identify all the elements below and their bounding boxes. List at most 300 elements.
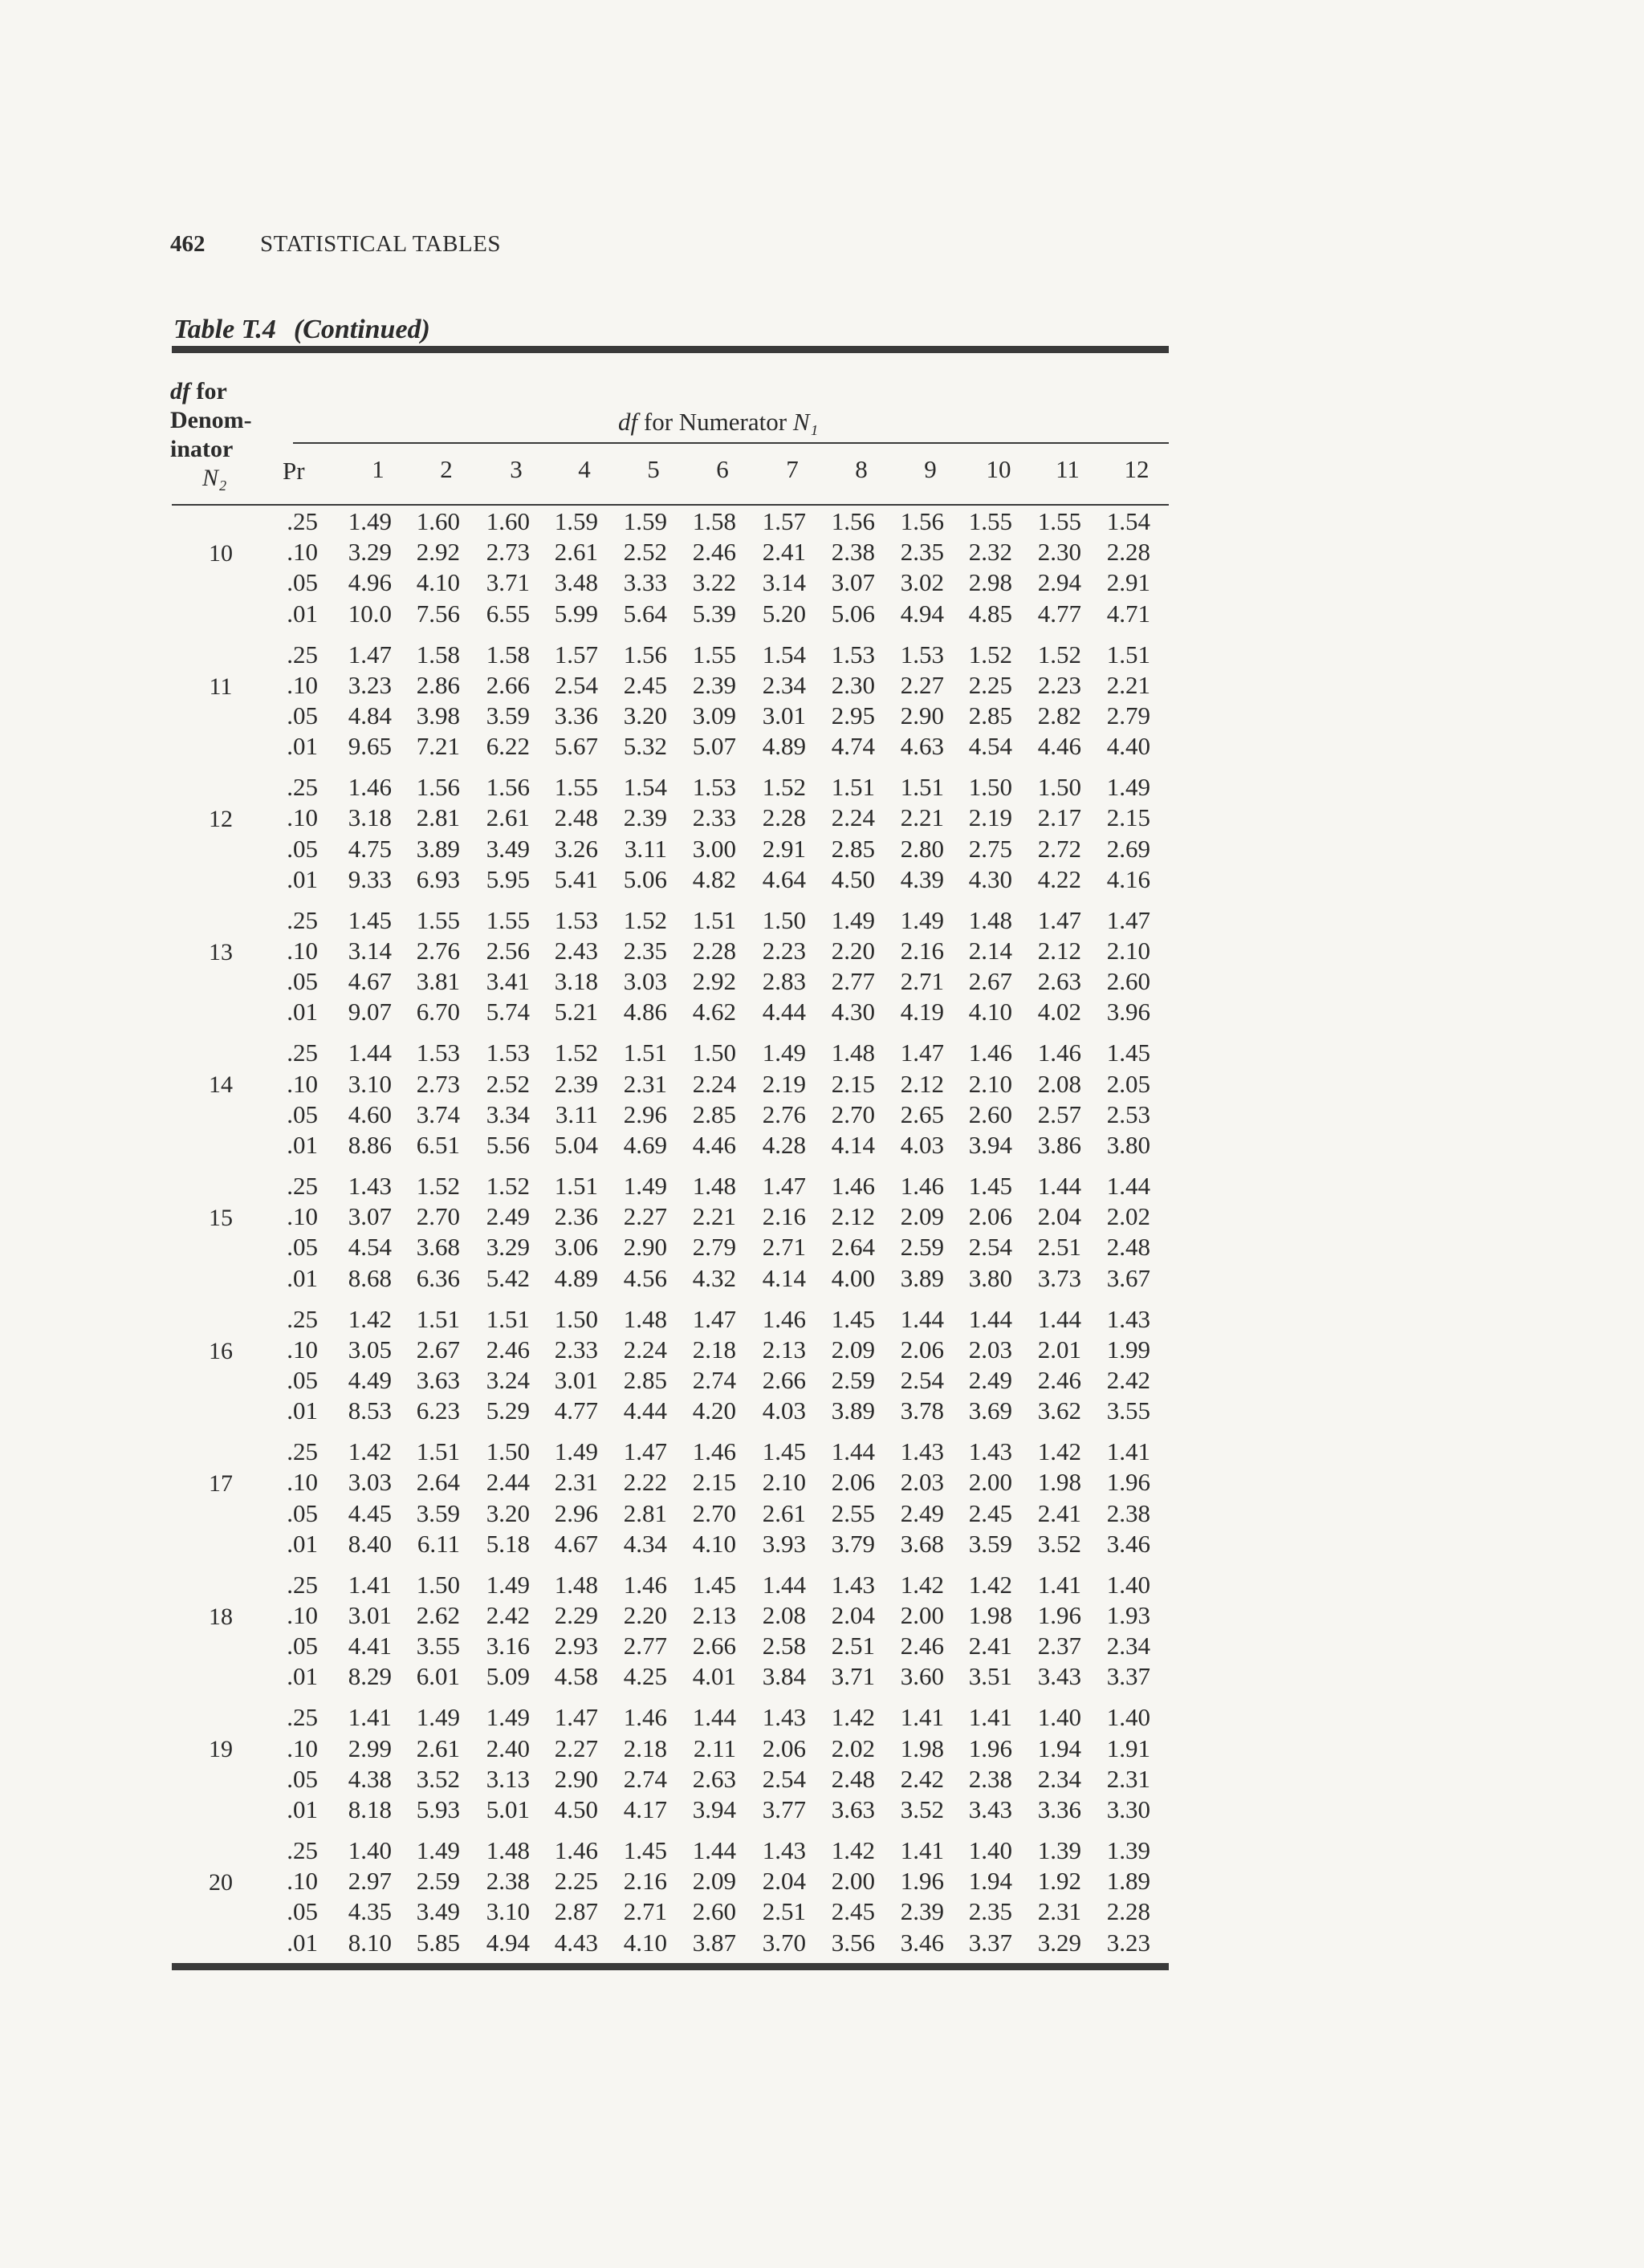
value-cell: 4.30 — [831, 998, 875, 1026]
value-cell: 2.66 — [486, 670, 530, 699]
column-header: 8 — [855, 455, 868, 483]
value-cell: 4.40 — [1106, 732, 1150, 761]
value-cell: 4.17 — [623, 1794, 667, 1823]
value-cell: 2.63 — [692, 1764, 736, 1793]
value-cell: 5.56 — [486, 1130, 530, 1159]
value-cell: 2.11 — [693, 1734, 736, 1762]
value-cell: 3.68 — [900, 1529, 944, 1558]
table-row — [0, 671, 1644, 701]
value-cell: 2.39 — [623, 803, 667, 832]
value-cell: 1.43 — [762, 1703, 806, 1732]
probability-cell: .01 — [287, 1396, 318, 1425]
value-cell: 2.13 — [692, 1600, 736, 1629]
value-cell: 2.71 — [762, 1233, 806, 1262]
value-cell: 1.55 — [554, 773, 598, 802]
value-cell: 4.03 — [762, 1396, 806, 1425]
value-cell: 5.21 — [554, 998, 598, 1026]
table-row — [0, 773, 1644, 803]
value-cell: 1.49 — [762, 1038, 806, 1067]
numerator-df: df — [618, 408, 638, 436]
column-header: 9 — [924, 455, 937, 483]
probability-cell: .25 — [287, 640, 318, 669]
value-cell: 2.04 — [762, 1867, 806, 1896]
value-cell: 1.44 — [1037, 1172, 1081, 1200]
value-cell: 5.20 — [762, 599, 806, 628]
value-cell: 2.92 — [416, 538, 460, 567]
value-cell: 3.49 — [486, 834, 530, 863]
denominator-group — [0, 507, 1644, 636]
value-cell: 1.56 — [623, 640, 667, 669]
value-cell: 2.27 — [554, 1734, 598, 1762]
value-cell: 1.46 — [554, 1836, 598, 1864]
value-cell: 3.94 — [968, 1130, 1012, 1159]
value-cell: 1.91 — [1106, 1734, 1150, 1762]
value-cell: 4.10 — [692, 1529, 736, 1558]
value-cell: 3.18 — [554, 967, 598, 996]
value-cell: 3.01 — [348, 1600, 392, 1629]
value-cell: 5.18 — [486, 1529, 530, 1558]
value-cell: 2.64 — [831, 1233, 875, 1262]
value-cell: 2.48 — [1106, 1233, 1150, 1262]
value-cell: 4.44 — [623, 1396, 667, 1425]
value-cell: 1.49 — [831, 905, 875, 934]
value-cell: 2.31 — [1106, 1764, 1150, 1793]
value-cell: 2.49 — [486, 1202, 530, 1231]
value-cell: 1.50 — [486, 1437, 530, 1466]
value-cell: 7.56 — [416, 599, 460, 628]
value-cell: 2.31 — [1037, 1897, 1081, 1926]
value-cell: 3.33 — [623, 568, 667, 597]
value-cell: 4.41 — [348, 1632, 392, 1660]
value-cell: 6.23 — [416, 1396, 460, 1425]
value-cell: 2.80 — [900, 834, 944, 863]
value-cell: 2.77 — [623, 1632, 667, 1660]
value-cell: 3.51 — [968, 1662, 1012, 1691]
value-cell: 3.52 — [416, 1764, 460, 1793]
value-cell: 3.59 — [968, 1529, 1012, 1558]
table-row — [0, 1662, 1644, 1693]
value-cell: 1.48 — [554, 1570, 598, 1599]
value-cell: 2.38 — [1106, 1498, 1150, 1527]
value-cell: 1.52 — [416, 1172, 460, 1200]
value-cell: 2.28 — [762, 803, 806, 832]
value-cell: 4.84 — [348, 701, 392, 730]
table-row — [0, 538, 1644, 568]
value-cell: 7.21 — [416, 732, 460, 761]
value-cell: 1.57 — [762, 507, 806, 535]
value-cell: 2.36 — [554, 1202, 598, 1231]
value-cell: 1.52 — [1037, 640, 1081, 669]
value-cell: 3.37 — [968, 1928, 1012, 1957]
value-cell: 4.49 — [348, 1365, 392, 1394]
value-cell: 1.40 — [1106, 1570, 1150, 1599]
value-cell: 1.45 — [692, 1570, 736, 1599]
value-cell: 3.34 — [486, 1099, 530, 1128]
value-cell: 2.67 — [968, 967, 1012, 996]
value-cell: 1.41 — [1037, 1570, 1081, 1599]
table-row — [0, 1202, 1644, 1233]
page-number: 462 — [170, 231, 206, 257]
value-cell: 4.50 — [831, 864, 875, 893]
probability-cell: .01 — [287, 1794, 318, 1823]
value-cell: 1.56 — [900, 507, 944, 535]
value-cell: 4.30 — [968, 864, 1012, 893]
value-cell: 1.45 — [762, 1437, 806, 1466]
column-header: 12 — [1124, 455, 1150, 483]
value-cell: 2.27 — [623, 1202, 667, 1231]
value-cell: 2.18 — [623, 1734, 667, 1762]
table-row — [0, 1765, 1644, 1795]
table-row — [0, 701, 1644, 732]
value-cell: 3.80 — [1106, 1130, 1150, 1159]
value-cell: 2.13 — [762, 1335, 806, 1364]
value-cell: 3.96 — [1106, 998, 1150, 1026]
value-cell: 1.96 — [1037, 1600, 1081, 1629]
value-cell: 3.94 — [692, 1794, 736, 1823]
value-cell: 2.09 — [692, 1867, 736, 1896]
value-cell: 2.38 — [831, 538, 875, 567]
probability-cell: .05 — [287, 1897, 318, 1926]
value-cell: 1.52 — [554, 1038, 598, 1067]
table-row — [0, 1100, 1644, 1131]
value-cell: 2.96 — [554, 1498, 598, 1527]
table-row — [0, 937, 1644, 967]
value-cell: 4.63 — [900, 732, 944, 761]
numerator-header — [618, 408, 818, 437]
value-cell: 2.39 — [692, 670, 736, 699]
value-cell: 4.96 — [348, 568, 392, 597]
value-cell: 2.43 — [554, 936, 598, 965]
value-cell: 2.21 — [692, 1202, 736, 1231]
value-cell: 3.55 — [416, 1632, 460, 1660]
value-cell: 1.50 — [968, 773, 1012, 802]
value-cell: 5.41 — [554, 864, 598, 893]
value-cell: 1.53 — [900, 640, 944, 669]
value-cell: 2.76 — [416, 936, 460, 965]
value-cell: 2.48 — [831, 1764, 875, 1793]
probability-cell: .05 — [287, 701, 318, 730]
value-cell: 2.34 — [762, 670, 806, 699]
value-cell: 1.40 — [968, 1836, 1012, 1864]
value-cell: 1.47 — [554, 1703, 598, 1732]
denominator-group — [0, 1172, 1644, 1300]
table-row — [0, 1499, 1644, 1530]
value-cell: 5.09 — [486, 1662, 530, 1691]
stub-denom: Denom- — [170, 407, 252, 433]
value-cell: 2.19 — [762, 1069, 806, 1098]
value-cell: 2.71 — [623, 1897, 667, 1926]
value-cell: 2.76 — [762, 1099, 806, 1128]
value-cell: 1.89 — [1106, 1867, 1150, 1896]
value-cell: 2.20 — [623, 1600, 667, 1629]
value-cell: 2.61 — [762, 1498, 806, 1527]
header-rule — [172, 504, 1169, 506]
value-cell: 1.53 — [416, 1038, 460, 1067]
value-cell: 3.29 — [486, 1233, 530, 1262]
value-cell: 2.64 — [416, 1468, 460, 1497]
table-row — [0, 1131, 1644, 1161]
value-cell: 2.31 — [623, 1069, 667, 1098]
value-cell: 2.85 — [968, 701, 1012, 730]
value-cell: 2.34 — [1106, 1632, 1150, 1660]
column-headers — [0, 455, 1644, 487]
value-cell: 1.56 — [486, 773, 530, 802]
value-cell: 3.73 — [1037, 1263, 1081, 1292]
denominator-df: 11 — [209, 673, 233, 700]
probability-cell: .01 — [287, 998, 318, 1026]
value-cell: 4.85 — [968, 599, 1012, 628]
column-header: 7 — [786, 455, 799, 483]
value-cell: 2.02 — [1106, 1202, 1150, 1231]
value-cell: 1.94 — [968, 1867, 1012, 1896]
value-cell: 2.70 — [831, 1099, 875, 1128]
value-cell: 3.10 — [348, 1069, 392, 1098]
value-cell: 2.54 — [900, 1365, 944, 1394]
table-row — [0, 998, 1644, 1028]
value-cell: 4.38 — [348, 1764, 392, 1793]
value-cell: 2.96 — [623, 1099, 667, 1128]
value-cell: 2.25 — [554, 1867, 598, 1896]
value-cell: 3.46 — [900, 1928, 944, 1957]
value-cell: 2.30 — [831, 670, 875, 699]
value-cell: 4.35 — [348, 1897, 392, 1926]
table-row — [0, 906, 1644, 937]
value-cell: 2.51 — [1037, 1233, 1081, 1262]
value-cell: 1.45 — [968, 1172, 1012, 1200]
value-cell: 1.50 — [416, 1570, 460, 1599]
table-row — [0, 1233, 1644, 1263]
value-cell: 3.89 — [900, 1263, 944, 1292]
value-cell: 4.03 — [900, 1130, 944, 1159]
stub-inator: inator — [170, 436, 234, 462]
value-cell: 2.59 — [831, 1365, 875, 1394]
value-cell: 2.95 — [831, 701, 875, 730]
value-cell: 2.49 — [900, 1498, 944, 1527]
value-cell: 3.46 — [1106, 1529, 1150, 1558]
probability-cell: .05 — [287, 834, 318, 863]
value-cell: 1.43 — [831, 1570, 875, 1599]
probability-cell: .10 — [287, 1468, 318, 1497]
value-cell: 1.52 — [762, 773, 806, 802]
value-cell: 1.60 — [486, 507, 530, 535]
value-cell: 2.66 — [762, 1365, 806, 1394]
value-cell: 2.16 — [623, 1867, 667, 1896]
value-cell: 2.63 — [1037, 967, 1081, 996]
probability-cell: .01 — [287, 1662, 318, 1691]
value-cell: 2.38 — [968, 1764, 1012, 1793]
value-cell: 1.42 — [348, 1304, 392, 1333]
value-cell: 3.20 — [486, 1498, 530, 1527]
table-row — [0, 835, 1644, 865]
probability-cell: .25 — [287, 1836, 318, 1864]
value-cell: 1.51 — [692, 905, 736, 934]
table-row — [0, 1530, 1644, 1560]
value-cell: 3.55 — [1106, 1396, 1150, 1425]
value-cell: 1.47 — [1106, 905, 1150, 934]
value-cell: 1.99 — [1106, 1335, 1150, 1364]
value-cell: 3.60 — [900, 1662, 944, 1691]
page-header — [170, 231, 501, 258]
value-cell: 4.01 — [692, 1662, 736, 1691]
value-cell: 1.44 — [692, 1836, 736, 1864]
value-cell: 1.44 — [762, 1570, 806, 1599]
column-header: 2 — [440, 455, 453, 483]
value-cell: 1.52 — [623, 905, 667, 934]
value-cell: 1.51 — [486, 1304, 530, 1333]
value-cell: 3.63 — [416, 1365, 460, 1394]
value-cell: 1.46 — [900, 1172, 944, 1200]
value-cell: 5.32 — [623, 732, 667, 761]
value-cell: 5.74 — [486, 998, 530, 1026]
value-cell: 3.56 — [831, 1928, 875, 1957]
value-cell: 4.74 — [831, 732, 875, 761]
value-cell: 3.71 — [831, 1662, 875, 1691]
table-row — [0, 1070, 1644, 1100]
value-cell: 3.59 — [416, 1498, 460, 1527]
value-cell: 2.38 — [486, 1867, 530, 1896]
value-cell: 4.67 — [348, 967, 392, 996]
value-cell: 1.58 — [692, 507, 736, 535]
value-cell: 1.45 — [348, 905, 392, 934]
value-cell: 4.86 — [623, 998, 667, 1026]
value-cell: 1.56 — [831, 507, 875, 535]
value-cell: 2.85 — [692, 1099, 736, 1128]
value-cell: 9.65 — [348, 732, 392, 761]
value-cell: 2.60 — [1106, 967, 1150, 996]
value-cell: 2.35 — [900, 538, 944, 567]
probability-cell: .10 — [287, 803, 318, 832]
value-cell: 2.61 — [416, 1734, 460, 1762]
value-cell: 1.43 — [968, 1437, 1012, 1466]
value-cell: 1.51 — [831, 773, 875, 802]
probability-cell: .05 — [287, 1498, 318, 1527]
denominator-df: 14 — [209, 1071, 233, 1099]
value-cell: 1.49 — [623, 1172, 667, 1200]
value-cell: 1.44 — [831, 1437, 875, 1466]
value-cell: 2.55 — [831, 1498, 875, 1527]
value-cell: 3.01 — [762, 701, 806, 730]
value-cell: 2.18 — [692, 1335, 736, 1364]
value-cell: 1.46 — [623, 1703, 667, 1732]
probability-cell: .25 — [287, 773, 318, 802]
value-cell: 4.75 — [348, 834, 392, 863]
value-cell: 8.68 — [348, 1263, 392, 1292]
value-cell: 5.04 — [554, 1130, 598, 1159]
value-cell: 2.70 — [416, 1202, 460, 1231]
value-cell: 2.57 — [1037, 1099, 1081, 1128]
value-cell: 2.70 — [692, 1498, 736, 1527]
value-cell: 3.06 — [554, 1233, 598, 1262]
value-cell: 2.91 — [762, 834, 806, 863]
value-cell: 2.74 — [623, 1764, 667, 1793]
value-cell: 1.42 — [900, 1570, 944, 1599]
value-cell: 1.42 — [348, 1437, 392, 1466]
value-cell: 8.53 — [348, 1396, 392, 1425]
value-cell: 8.86 — [348, 1130, 392, 1159]
value-cell: 8.40 — [348, 1529, 392, 1558]
value-cell: 2.94 — [1037, 568, 1081, 597]
value-cell: 3.68 — [416, 1233, 460, 1262]
value-cell: 2.79 — [1106, 701, 1150, 730]
value-cell: 2.92 — [692, 967, 736, 996]
value-cell: 1.58 — [416, 640, 460, 669]
value-cell: 1.54 — [1106, 507, 1150, 535]
value-cell: 1.43 — [1106, 1304, 1150, 1333]
value-cell: 4.10 — [968, 998, 1012, 1026]
value-cell: 1.47 — [900, 1038, 944, 1067]
probability-cell: .25 — [287, 1703, 318, 1732]
probability-cell: .01 — [287, 732, 318, 761]
value-cell: 1.46 — [1037, 1038, 1081, 1067]
value-cell: 2.73 — [486, 538, 530, 567]
value-cell: 1.96 — [1106, 1468, 1150, 1497]
value-cell: 1.40 — [348, 1836, 392, 1864]
probability-cell: .10 — [287, 538, 318, 567]
probability-cell: .01 — [287, 599, 318, 628]
value-cell: 2.97 — [348, 1867, 392, 1896]
value-cell: 3.03 — [348, 1468, 392, 1497]
value-cell: 2.66 — [692, 1632, 736, 1660]
value-cell: 5.01 — [486, 1794, 530, 1823]
value-cell: 2.42 — [486, 1600, 530, 1629]
denominator-df: 20 — [209, 1869, 233, 1896]
value-cell: 1.55 — [692, 640, 736, 669]
value-cell: 9.07 — [348, 998, 392, 1026]
probability-cell: .10 — [287, 936, 318, 965]
value-cell: 2.21 — [1106, 670, 1150, 699]
value-cell: 2.85 — [831, 834, 875, 863]
value-cell: 1.44 — [900, 1304, 944, 1333]
value-cell: 3.62 — [1037, 1396, 1081, 1425]
value-cell: 3.48 — [554, 568, 598, 597]
value-cell: 2.98 — [968, 568, 1012, 597]
value-cell: 2.75 — [968, 834, 1012, 863]
value-cell: 4.46 — [1037, 732, 1081, 761]
table-row — [0, 1632, 1644, 1662]
value-cell: 1.49 — [900, 905, 944, 934]
value-cell: 2.16 — [762, 1202, 806, 1231]
value-cell: 4.39 — [900, 864, 944, 893]
value-cell: 5.06 — [831, 599, 875, 628]
value-cell: 3.52 — [1037, 1529, 1081, 1558]
probability-cell: .01 — [287, 1130, 318, 1159]
value-cell: 4.46 — [692, 1130, 736, 1159]
value-cell: 1.98 — [900, 1734, 944, 1762]
value-cell: 4.56 — [623, 1263, 667, 1292]
value-cell: 1.51 — [623, 1038, 667, 1067]
value-cell: 3.29 — [348, 538, 392, 567]
table-row — [0, 1396, 1644, 1427]
value-cell: 3.07 — [348, 1202, 392, 1231]
value-cell: 3.30 — [1106, 1794, 1150, 1823]
value-cell: 1.43 — [762, 1836, 806, 1864]
value-cell: 3.69 — [968, 1396, 1012, 1425]
value-cell: 2.03 — [900, 1468, 944, 1497]
value-cell: 1.51 — [416, 1437, 460, 1466]
value-cell: 8.10 — [348, 1928, 392, 1957]
value-cell: 3.41 — [486, 967, 530, 996]
value-cell: 2.29 — [554, 1600, 598, 1629]
value-cell: 2.83 — [762, 967, 806, 996]
table-row — [0, 865, 1644, 896]
table-row — [0, 1468, 1644, 1498]
value-cell: 4.94 — [900, 599, 944, 628]
value-cell: 2.31 — [554, 1468, 598, 1497]
value-cell: 6.11 — [417, 1529, 460, 1558]
table-row — [0, 1929, 1644, 1959]
value-cell: 2.39 — [554, 1069, 598, 1098]
value-cell: 2.14 — [968, 936, 1012, 965]
